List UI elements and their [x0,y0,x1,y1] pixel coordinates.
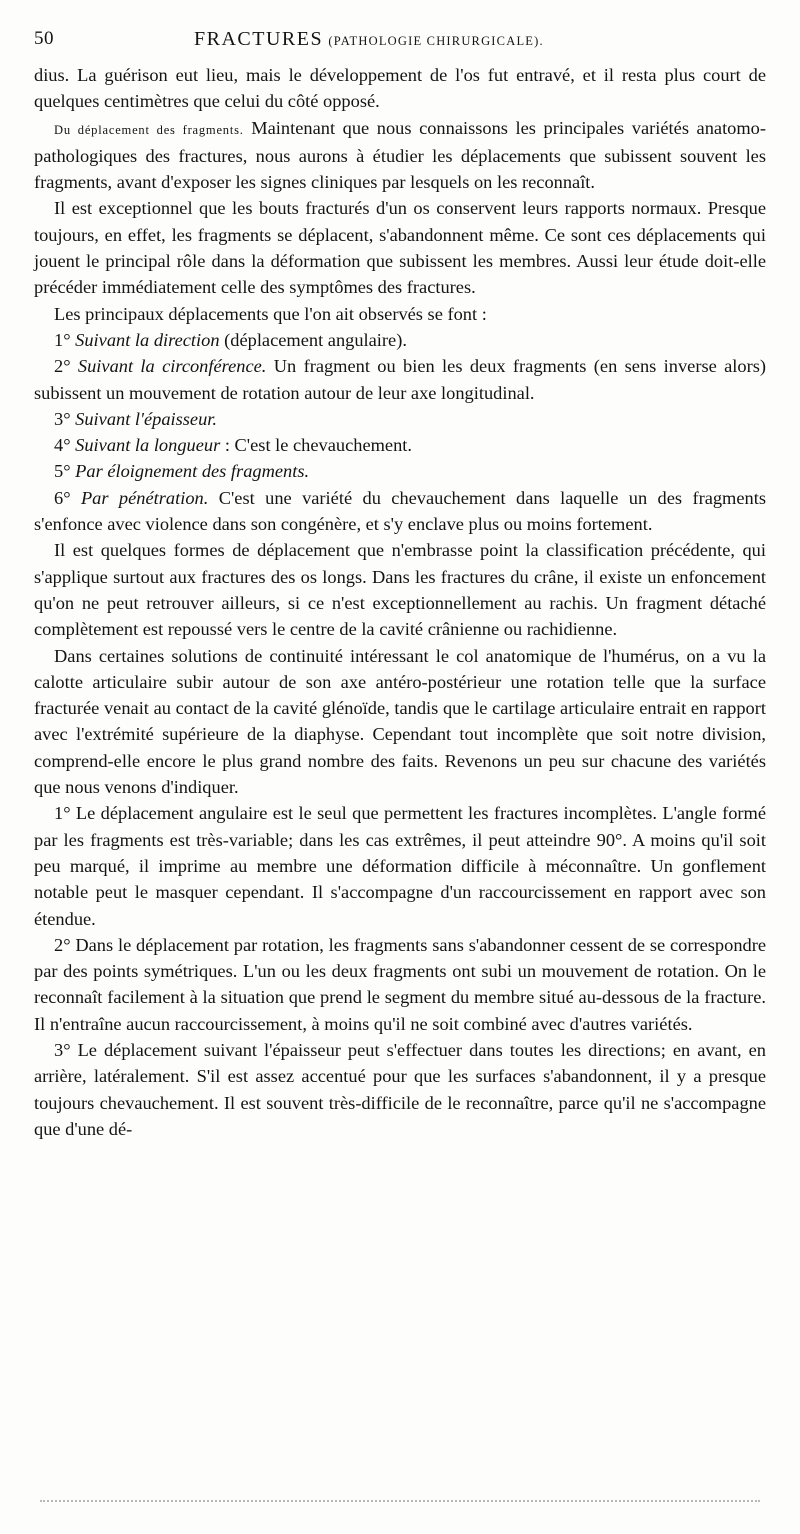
paragraph: 3° Le déplacement suivant l'épaisseur peut s'effectuer dans toutes les directions; en avant, en arrière, latéralement. S'il est assez accentué pour que les surfaces s'abandonnent, il y a presque toujours chevauchement. Il est souvent très-difficile de le reconnaître, parce qu'il ne s'accompagne que d'une dé- [34,1039,766,1139]
paragraph: Dans certaines solutions de continuité intéressant le col anatomique de l'humérus, on a vu la calotte articulaire subir autour de son axe antéro-postérieur une rotation telle que la surface fracturée venait au contact de la cavité glénoïde, tandis que le cartilage articulaire entrait en rapport avec l'extrémité supérieure de la diaphyse. Cependant tout incomplète que soit notre division, comprend-elle encore le plus grand nombre des faits. Revenons un peu sur chacune des variétés que nous venons d'indiquer. [34,645,766,798]
running-title [194,28,544,51]
running-head [34,28,766,62]
paragraph: Il est exceptionnel que les bouts fracturés d'un os conservent leurs rapports normaux. Presque toujours, en effet, les fragments se déplacent, s'abandonnent même. Ce sont ces déplacements qui jouent le principal rôle dans la déformation que subissent les membres. Aussi leur étude doit-elle précéder immédiatement celle des symptômes des fractures. [34,198,766,298]
list-item: 1° Suivant la direction (déplacement angulaire). [54,329,407,350]
list-item: 4° Suivant la longueur : C'est le chevauchement. [54,435,412,456]
list-item: 3° Suivant l'épaisseur. [54,408,218,429]
footer-scan-noise [40,1500,760,1502]
section-heading: Du déplacement des fragments. [54,122,244,137]
paragraph: Les principaux déplacements que l'on ait observés se font : [54,303,487,324]
running-title-main: FRACTURES [194,28,324,50]
list-item: 2° Suivant la circonférence. Un fragment ou bien les deux fragments (en sens inverse alors) subissent un mouvement de rotation autour de leur axe longitudinal. [34,356,766,403]
section-paragraph: Du déplacement des fragments. Maintenant que nous connaissons les principales variétés anatomo-pathologiques des fractures, nous aurons à étudier les déplacements que subissent souvent les fragments, avant d'exposer les signes cliniques par lesquels on les reconnaît. [34,117,766,193]
page-number: 50 [34,28,54,49]
list-item: 6° Par pénétration. C'est une variété du chevauchement dans laquelle un des fragments s'enfonce avec violence dans son congénère, et s'y enclave plus ou moins fortement. [34,487,766,535]
running-title-sub: (PATHOLOGIE CHIRURGICALE). [328,34,544,48]
paragraph: Il est quelques formes de déplacement que n'embrasse point la classification précédente, qui s'applique surtout aux fractures des os longs. Dans les fractures du crâne, il existe un enfoncement qu'on ne peut retrouver ailleurs, si ce n'est exceptionnellement au rachis. Un fragment détaché complètement est repoussé vers le centre de la cavité crânienne ou rachidienne. [34,540,766,640]
body-text [34,62,766,1142]
paragraph: 1° Le déplacement angulaire est le seul que permettent les fractures incomplètes. L'angle formé par les fragments est très-variable; dans les cas extrêmes, il peut atteindre 90°. A moins qu'il soit peu marqué, il imprime au membre une déformation difficile à méconnaître. Un gonflement notable peut le masquer cependant. Il s'accompagne d'un raccourcissement en rapport avec son étendue. [34,803,766,929]
paragraph: dius. La guérison eut lieu, mais le développement de l'os fut entravé, et il resta plus court de quelques centimètres que celui du côté opposé. [34,65,766,112]
list-item: 5° Par éloignement des fragments. [54,461,310,482]
paragraph: 2° Dans le déplacement par rotation, les fragments sans s'abandonner cessent de se correspondre par des points symétriques. L'un ou les deux fragments ont subi un mouvement de rotation. On le reconnaît facilement à la situation que prend le segment du membre situé au-dessous de la fracture. Il n'entraîne aucun raccourcissement, à moins qu'il ne soit combiné avec d'autres variétés. [34,934,766,1034]
